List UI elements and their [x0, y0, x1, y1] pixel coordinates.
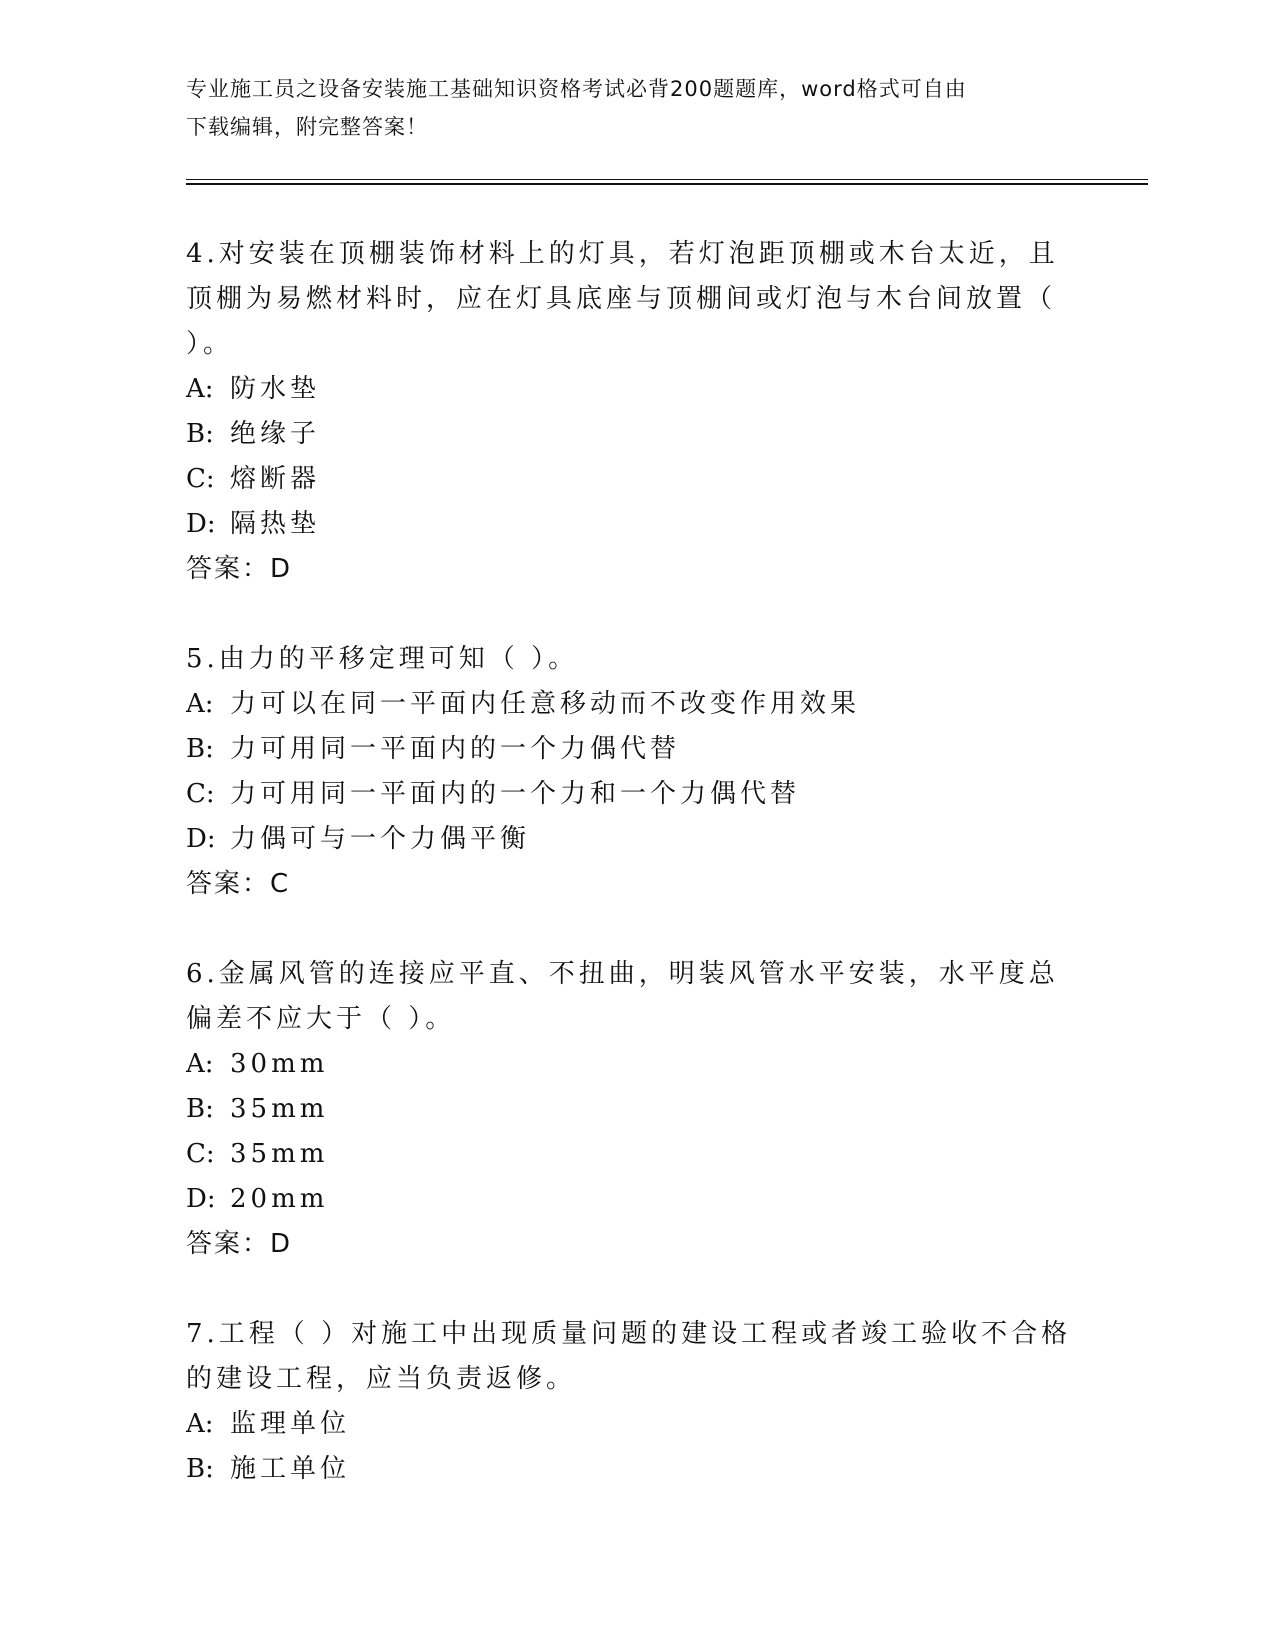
question-stem: 7.工程（ ）对施工中出现质量问题的建设工程或者竣工验收不合格的建设工程，应当负责返修。 — [186, 1319, 1072, 1394]
question-5 — [186, 637, 1086, 907]
option-text: 力可用同一平面内的一个力偶代替 — [230, 734, 681, 764]
header-line-1: 专业施工员之设备安装施工基础知识资格考试必背200题题库，word格式可自由 — [186, 77, 967, 101]
question-stem: 5.由力的平移定理可知（ ）。 — [186, 644, 579, 674]
option-b — [186, 1447, 1086, 1492]
option-text: 力可以在同一平面内任意移动而不改变作用效果 — [230, 689, 861, 719]
option-letter: D: — [186, 1184, 216, 1214]
option-letter: A: — [186, 1409, 214, 1439]
option-text: 35mm — [230, 1139, 329, 1169]
option-text: 施工单位 — [230, 1454, 351, 1484]
option-b — [186, 727, 1086, 772]
question-6 — [186, 952, 1086, 1267]
option-letter: B: — [186, 1094, 214, 1124]
option-text: 力可用同一平面内的一个力和一个力偶代替 — [230, 779, 801, 809]
option-letter: C: — [186, 779, 215, 809]
option-a — [186, 1042, 1086, 1087]
question-stem: 6.金属风管的连接应平直、不扭曲，明装风管水平安装，水平度总偏差不应大于（ ）。 — [186, 959, 1059, 1034]
option-letter: B: — [186, 734, 214, 764]
option-d — [186, 817, 1086, 862]
option-letter: C: — [186, 464, 215, 494]
option-letter: A: — [186, 374, 214, 404]
answer-label: 答案：D — [186, 1229, 293, 1259]
option-a — [186, 1402, 1086, 1447]
option-text: 20mm — [230, 1184, 329, 1214]
document-header — [186, 70, 1086, 146]
option-c — [186, 457, 1086, 502]
option-text: 35mm — [230, 1094, 329, 1124]
option-b — [186, 412, 1086, 457]
option-c — [186, 772, 1086, 817]
option-letter: B: — [186, 1454, 214, 1484]
option-a — [186, 367, 1086, 412]
header-divider-thick — [186, 183, 1148, 185]
option-d — [186, 1177, 1086, 1222]
answer-label: 答案：C — [186, 869, 291, 899]
question-4 — [186, 232, 1086, 592]
question-list — [186, 232, 1086, 1537]
question-stem: 4.对安装在顶棚装饰材料上的灯具，若灯泡距顶棚或木台太近，且顶棚为易燃材料时，应在灯具底座与顶棚间或灯泡与木台间放置（ ）。 — [186, 239, 1059, 359]
header-divider-thin — [186, 179, 1148, 180]
option-text: 监理单位 — [230, 1409, 351, 1439]
option-c — [186, 1132, 1086, 1177]
option-letter: B: — [186, 419, 214, 449]
option-text: 熔断器 — [230, 464, 321, 494]
option-a — [186, 682, 1086, 727]
option-letter: A: — [186, 689, 214, 719]
option-text: 力偶可与一个力偶平衡 — [230, 824, 531, 854]
option-letter: D: — [186, 824, 216, 854]
question-7 — [186, 1312, 1086, 1492]
option-letter: C: — [186, 1139, 215, 1169]
option-letter: A: — [186, 1049, 214, 1079]
option-b — [186, 1087, 1086, 1132]
option-letter: D: — [186, 509, 216, 539]
option-text: 防水垫 — [230, 374, 321, 404]
header-line-2: 下载编辑，附完整答案！ — [186, 115, 428, 139]
option-d — [186, 502, 1086, 547]
answer-label: 答案：D — [186, 554, 293, 584]
option-text: 隔热垫 — [230, 509, 321, 539]
option-text: 30mm — [230, 1049, 329, 1079]
option-text: 绝缘子 — [230, 419, 321, 449]
